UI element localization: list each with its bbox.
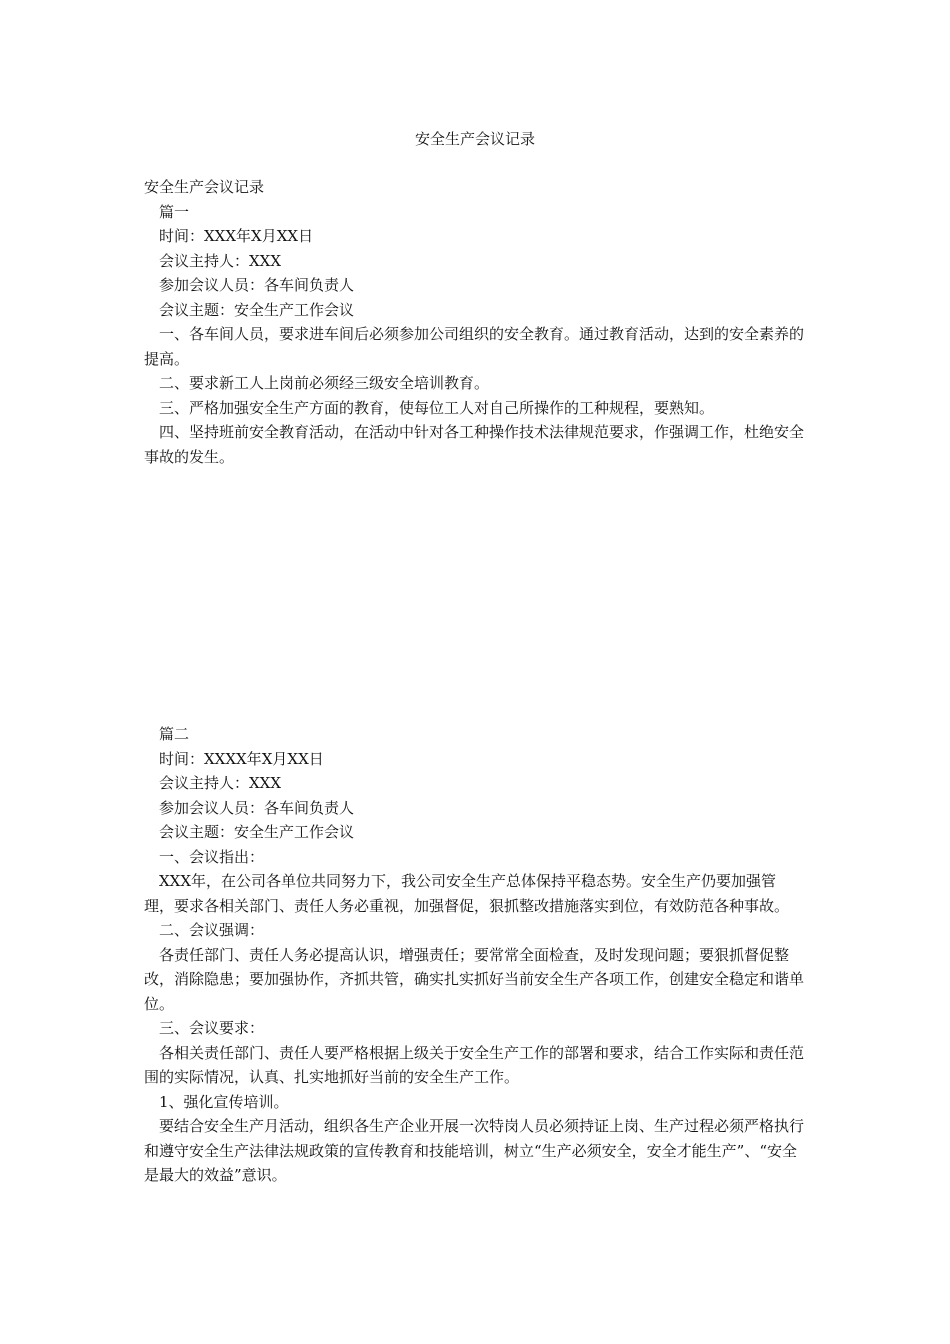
point-one-body: XXX年，在公司各单位共同努力下，我公司安全生产总体保持平稳态势。安全生产仍要加强管理，要求各相关部门、责任人务必重视，加强督促，狠抓整改措施落实到位，有效防范各种事故。: [144, 872, 790, 915]
part-two-topic: 会议主题：安全生产工作会议: [159, 823, 355, 841]
sub-one-heading: 1、强化宣传培训。: [159, 1092, 289, 1111]
sub-one-body: 要结合安全生产月活动，组织各生产企业开展一次特岗人员必须持证上岗、生产过程必须严格执行和遵守安全生产法律法规政策的宣传教育和技能培训，树立“生产必须安全，安全才能生产”、“安全是最大的效益”意识。: [144, 1117, 805, 1184]
point-two-heading: 二、会议强调：: [159, 921, 265, 939]
part-one-topic: 会议主题：安全生产工作会议: [159, 300, 355, 319]
part-one-item: 二、要求新工人上岗前必须经三级安全培训教育。: [159, 374, 490, 392]
part-one-item: 三、严格加强安全生产方面的教育，使每位工人对自己所操作的工种规程，要熟知。: [159, 398, 715, 417]
part-one-attendees: 参加会议人员：各车间负责人: [159, 276, 355, 294]
part-two-time: 时间：XXXX年X月XX日: [159, 749, 324, 768]
document-title: 安全生产会议记录: [414, 130, 535, 148]
part-one: [144, 175, 806, 469]
part-one-host: 会议主持人：XXX: [159, 251, 282, 270]
part-one-label: 篇一: [159, 202, 190, 221]
part-one-heading: 安全生产会议记录: [144, 178, 265, 196]
part-two-host: 会议主持人：XXX: [159, 774, 282, 792]
point-three-body: 各相关责任部门、责任人要严格根据上级关于安全生产工作的部署和要求，结合工作实际和责任范围的实际情况，认真、扎实地抓好当前的安全生产工作。: [144, 1043, 805, 1086]
part-one-item: 一、各车间人员，要求进车间后必须参加公司组织的安全教育。通过教育活动，达到的安全素养的提高。: [144, 325, 805, 368]
point-two-body: 各责任部门、责任人务必提高认识，增强责任；要常常全面检查，及时发现问题；要狠抓督促整改，消除隐患；要加强协作，齐抓共管，确实扎实抓好当前安全生产各项工作，创建安全稳定和谐单位。: [144, 945, 805, 1013]
part-two-label: 篇二: [159, 725, 190, 743]
point-three-heading: 三、会议要求：: [159, 1019, 265, 1037]
point-one-heading: 一、会议指出：: [159, 847, 265, 866]
part-one-time: 时间：XXX年X月XX日: [159, 227, 314, 245]
part-one-item: 四、坚持班前安全教育活动，在活动中针对各工种操作技术法律规范要求，作强调工作，杜绝安全事故的发生。: [144, 423, 805, 466]
part-two: [144, 722, 806, 1188]
part-two-attendees: 参加会议人员：各车间负责人: [159, 798, 355, 817]
